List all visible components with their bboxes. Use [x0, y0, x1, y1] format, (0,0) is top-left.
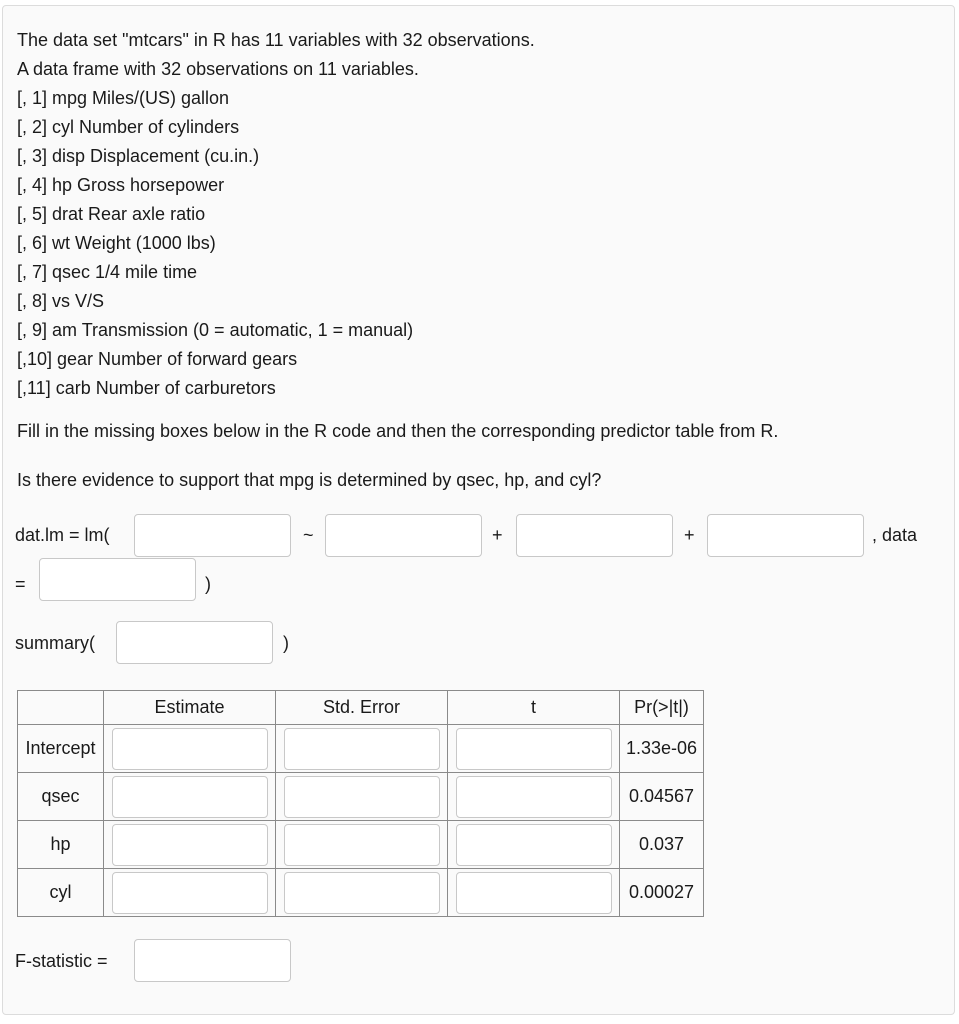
variable-line: [, 9] am Transmission (0 = automatic, 1 = manual) — [17, 320, 414, 340]
predictor-2-input[interactable] — [516, 514, 673, 557]
predictor-table — [17, 690, 704, 917]
variable-line: [, 8] vs V/S — [17, 291, 105, 311]
fstat-input[interactable] — [134, 939, 291, 982]
table-header-row — [18, 691, 704, 725]
variable-line: [,11] carb Number of carburetors — [17, 378, 276, 398]
code-plus: + — [684, 525, 695, 545]
data-input[interactable] — [39, 558, 196, 601]
cyl-t-input[interactable] — [456, 872, 612, 914]
summary-input[interactable] — [116, 621, 273, 664]
code-close-paren: ) — [283, 633, 289, 653]
instructions-text: Fill in the missing boxes below in the R code and then the corresponding predictor table from R. — [17, 421, 779, 441]
row-label: hp — [18, 821, 104, 869]
cyl-std-error-input[interactable] — [284, 872, 440, 914]
variable-line: [, 5] drat Rear axle ratio — [17, 204, 206, 224]
p-value: 0.00027 — [620, 869, 704, 917]
table-row — [18, 869, 704, 917]
intercept-t-input[interactable] — [456, 728, 612, 770]
code-plus: + — [492, 525, 503, 545]
question-panel — [2, 5, 955, 1015]
table-header-std-error: Std. Error — [276, 691, 448, 725]
code-lm-prefix: dat.lm = lm( — [15, 525, 110, 545]
table-header-p-value: Pr(>|t|) — [620, 691, 704, 725]
cyl-estimate-input[interactable] — [112, 872, 268, 914]
variable-line: [, 2] cyl Number of cylinders — [17, 117, 240, 137]
intercept-estimate-input[interactable] — [112, 728, 268, 770]
variable-line: [, 4] hp Gross horsepower — [17, 175, 225, 195]
response-input[interactable] — [134, 514, 291, 557]
qsec-t-input[interactable] — [456, 776, 612, 818]
question-text: Is there evidence to support that mpg is determined by qsec, hp, and cyl? — [17, 470, 602, 490]
p-value: 0.04567 — [620, 773, 704, 821]
p-value: 1.33e-06 — [620, 725, 704, 773]
table-row — [18, 773, 704, 821]
qsec-std-error-input[interactable] — [284, 776, 440, 818]
hp-estimate-input[interactable] — [112, 824, 268, 866]
code-summary-prefix: summary( — [15, 633, 95, 653]
code-equals: = — [15, 574, 26, 594]
intro-line: The data set "mtcars" in R has 11 variables with 32 observations. — [17, 30, 535, 50]
intro-text — [17, 26, 535, 403]
table-row — [18, 821, 704, 869]
variable-line: [, 6] wt Weight (1000 lbs) — [17, 233, 216, 253]
fstat-label: F-statistic = — [15, 951, 108, 971]
intro-line: A data frame with 32 observations on 11 variables. — [17, 59, 419, 79]
predictor-1-input[interactable] — [325, 514, 482, 557]
table-header-blank — [18, 691, 104, 725]
variable-line: [,10] gear Number of forward gears — [17, 349, 298, 369]
predictor-3-input[interactable] — [707, 514, 864, 557]
row-label: qsec — [18, 773, 104, 821]
qsec-estimate-input[interactable] — [112, 776, 268, 818]
code-tilde: ~ — [303, 525, 314, 545]
p-value: 0.037 — [620, 821, 704, 869]
row-label: cyl — [18, 869, 104, 917]
hp-t-input[interactable] — [456, 824, 612, 866]
code-close-paren: ) — [205, 574, 211, 594]
intercept-std-error-input[interactable] — [284, 728, 440, 770]
table-row — [18, 725, 704, 773]
table-header-estimate: Estimate — [104, 691, 276, 725]
hp-std-error-input[interactable] — [284, 824, 440, 866]
table-header-t: t — [448, 691, 620, 725]
variable-line: [, 3] disp Displacement (cu.in.) — [17, 146, 260, 166]
variable-line: [, 1] mpg Miles/(US) gallon — [17, 88, 230, 108]
variable-line: [, 7] qsec 1/4 mile time — [17, 262, 198, 282]
row-label: Intercept — [18, 725, 104, 773]
code-data-label: , data — [872, 525, 918, 545]
